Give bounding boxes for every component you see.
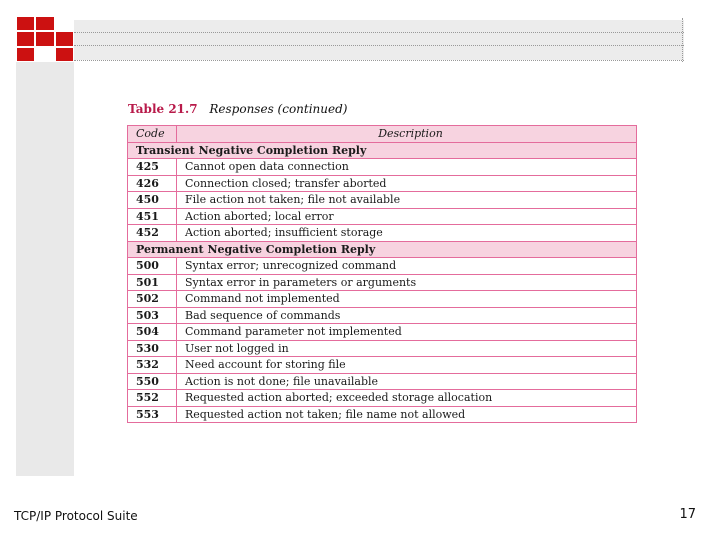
table-row [128, 390, 637, 407]
table-row [128, 340, 637, 357]
response-description: Syntax error; unrecognized command [177, 258, 637, 275]
page-number: 17 [679, 507, 696, 522]
table-row [128, 159, 637, 176]
response-code: 552 [128, 390, 177, 407]
table-number: Table 21.7 [128, 102, 198, 116]
response-description: User not logged in [177, 340, 637, 357]
header-divider [74, 45, 684, 46]
response-code: 452 [128, 225, 177, 242]
table-row [128, 307, 637, 324]
logo-grid-icon [16, 16, 74, 62]
column-header-description: Description [177, 126, 637, 143]
section-row [128, 142, 637, 159]
column-header-code: Code [128, 126, 177, 143]
table-row [128, 324, 637, 341]
response-description: Action is not done; file unavailable [177, 373, 637, 390]
response-code: 553 [128, 406, 177, 423]
header-divider [74, 32, 684, 33]
header-band [74, 20, 684, 60]
response-code: 426 [128, 175, 177, 192]
response-description: Command not implemented [177, 291, 637, 308]
section-title: Permanent Negative Completion Reply [128, 241, 637, 258]
response-code: 503 [128, 307, 177, 324]
response-code: 501 [128, 274, 177, 291]
response-code: 504 [128, 324, 177, 341]
responses-table [127, 125, 637, 423]
table-row [128, 274, 637, 291]
response-description: Requested action aborted; exceeded storage allocation [177, 390, 637, 407]
response-code: 532 [128, 357, 177, 374]
response-code: 450 [128, 192, 177, 209]
table-header-row [128, 126, 637, 143]
response-code: 530 [128, 340, 177, 357]
response-code: 425 [128, 159, 177, 176]
response-code: 451 [128, 208, 177, 225]
table-row [128, 406, 637, 423]
response-description: Bad sequence of commands [177, 307, 637, 324]
response-description: Need account for storing file [177, 357, 637, 374]
section-title: Transient Negative Completion Reply [128, 142, 637, 159]
table-row [128, 373, 637, 390]
table-caption [128, 102, 347, 116]
table-row [128, 208, 637, 225]
response-description: Cannot open data connection [177, 159, 637, 176]
response-code: 500 [128, 258, 177, 275]
response-description: File action not taken; file not available [177, 192, 637, 209]
footer-title: TCP/IP Protocol Suite [14, 509, 138, 523]
table-row [128, 258, 637, 275]
section-row [128, 241, 637, 258]
response-description: Connection closed; transfer aborted [177, 175, 637, 192]
table-row [128, 175, 637, 192]
response-code: 502 [128, 291, 177, 308]
response-description: Syntax error in parameters or arguments [177, 274, 637, 291]
header-divider [74, 60, 684, 61]
table-title: Responses (continued) [209, 102, 348, 116]
response-description: Action aborted; local error [177, 208, 637, 225]
response-description: Command parameter not implemented [177, 324, 637, 341]
response-code: 550 [128, 373, 177, 390]
left-sidebar-band [16, 16, 74, 476]
table-row [128, 291, 637, 308]
table-body [128, 142, 637, 423]
response-description: Requested action not taken; file name not allowed [177, 406, 637, 423]
table-row [128, 357, 637, 374]
table-row [128, 225, 637, 242]
response-description: Action aborted; insufficient storage [177, 225, 637, 242]
table-row [128, 192, 637, 209]
header-divider-vertical [682, 18, 683, 62]
